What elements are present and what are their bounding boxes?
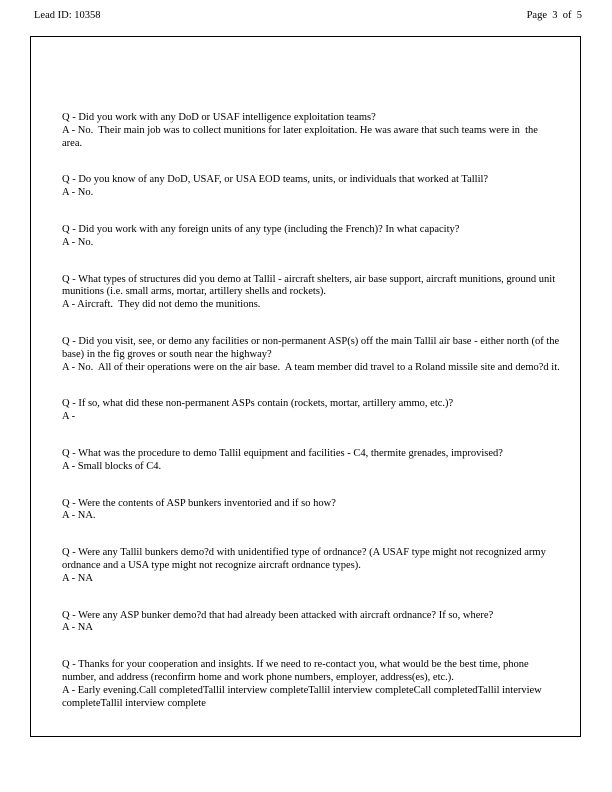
question-text: Q - Thanks for your cooperation and insights. If we need to re-contact you, what would be the best time, phone number, and address (reconfirm home and work phone numbers, employer, address(es), etc.). — [62, 659, 532, 683]
answer-text: A - Small blocks of C4. — [62, 460, 162, 472]
lead-id-label: Lead ID: 10358 — [34, 10, 101, 21]
answer-text: A - Early evening.Call completedTallil interview completeTallil interview completeCall completedTallil interview completeTallil interview complete — [62, 684, 545, 709]
qa-block — [62, 659, 560, 710]
question-text: Q - Do you know of any DoD, USAF, or USA EOD teams, units, or individuals that worked at Tallil? — [62, 174, 489, 186]
answer-text: A - No. Their main job was to collect munitions for later exploitation. He was aware that such teams were in the area. — [62, 124, 541, 149]
question-text: Q - Were any ASP bunker demo?d that had already been attacked with aircraft ordnance? If so, where? — [62, 609, 494, 621]
qa-block — [62, 547, 560, 585]
answer-text: A - No. — [62, 236, 94, 248]
document-body-frame — [30, 36, 581, 737]
qa-block — [62, 174, 560, 200]
qa-block — [62, 498, 560, 524]
question-text: Q - Did you work with any DoD or USAF intelligence exploitation teams? — [62, 112, 376, 123]
answer-text: A - NA. — [62, 510, 96, 522]
question-text: Q - Did you work with any foreign units of any type (including the French)? In what capacity? — [62, 223, 460, 235]
answer-text: A - Aircraft. They did not demo the munitions. — [62, 299, 261, 311]
qa-block — [62, 112, 560, 150]
answer-text: A - NA — [62, 572, 93, 584]
qa-block — [62, 224, 560, 250]
question-text: Q - What was the procedure to demo Tallil equipment and facilities - C4, thermite grenades, improvised? — [62, 447, 503, 459]
qa-block — [62, 336, 560, 374]
answer-text: A - No. — [62, 187, 94, 199]
qa-block — [62, 610, 560, 636]
qa-block — [62, 448, 560, 474]
question-text: Q - If so, what did these non-permanent ASPs contain (rockets, mortar, artillery ammo, etc.)? — [62, 398, 454, 410]
answer-text: A - No. All of their operations were on the air base. A team member did travel to a Roland missile site and demo?d it. — [62, 361, 560, 373]
question-text: Q - Did you visit, see, or demo any facilities or non-permanent ASP(s) off the main Tallil air base - either north (of the base) in the fig groves or south near the highway? — [62, 335, 562, 360]
question-text: Q - Were the contents of ASP bunkers inventoried and if so how? — [62, 497, 336, 509]
answer-text: A - NA — [62, 622, 93, 634]
qa-block — [62, 274, 560, 312]
question-text: Q - Were any Tallil bunkers demo?d with unidentified type of ordnance? (A USAF type might not recognized army ordnance and a USA type might not recognize aircraft ordnance types). — [62, 547, 549, 571]
answer-text: A - — [62, 411, 76, 423]
question-text: Q - What types of structures did you demo at Tallil - aircraft shelters, air base support, aircraft munitions, ground unit munitions (i.e. small arms, mortar, artillery shells and rockets). — [62, 273, 558, 298]
qa-block — [62, 398, 560, 424]
page-number-label: Page 3 of 5 — [526, 10, 582, 21]
page-header — [34, 10, 582, 21]
